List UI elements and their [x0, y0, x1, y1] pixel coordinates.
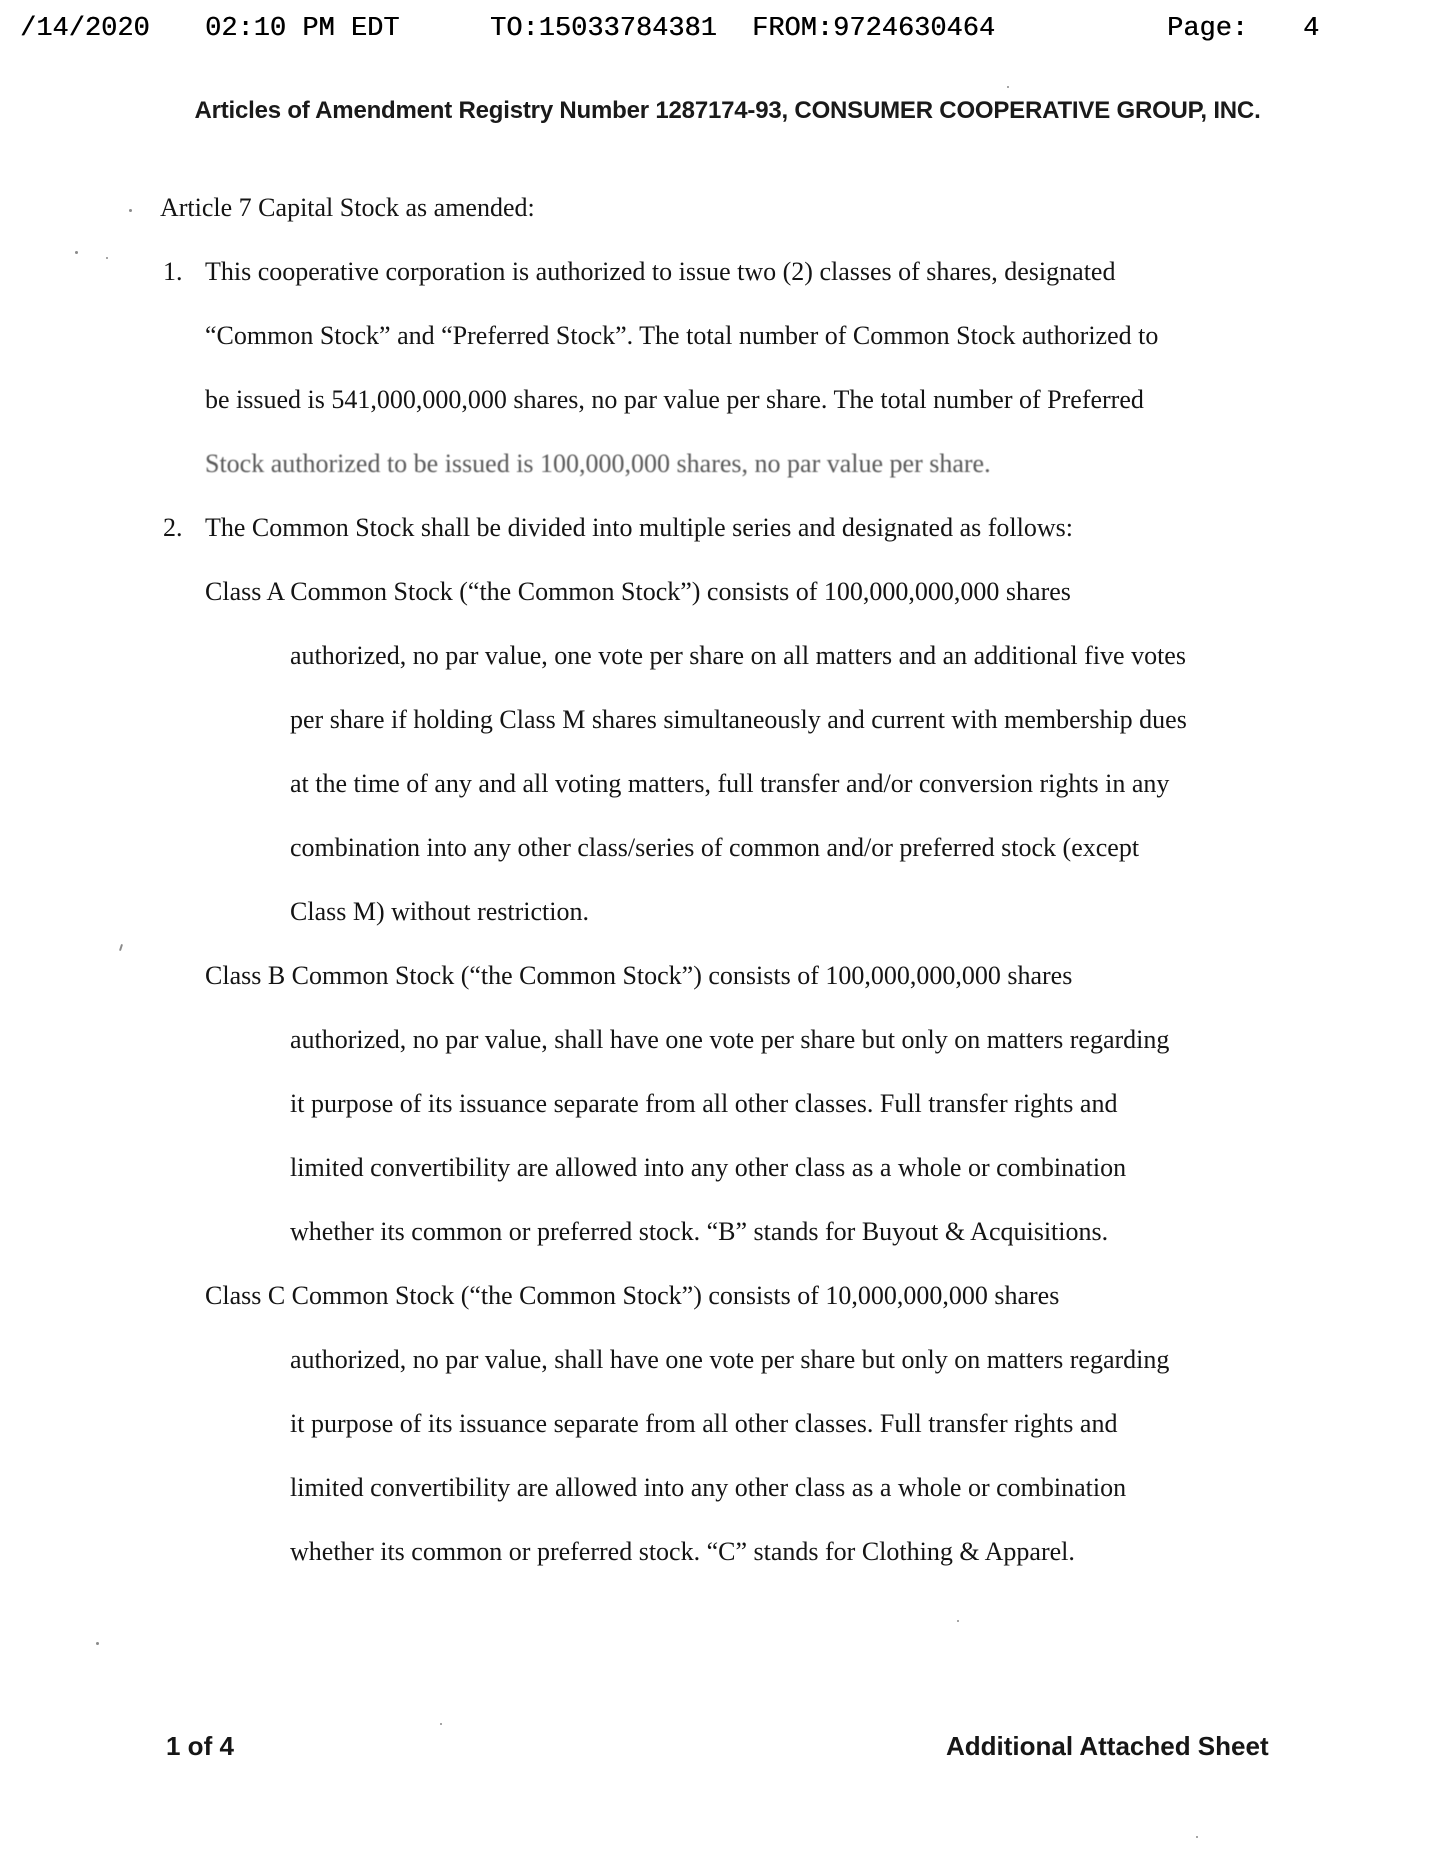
line-text: Class M) without restriction.: [290, 897, 589, 926]
document-line: [0, 1264, 1429, 1328]
document-line: [0, 944, 1429, 1008]
document-line: [0, 304, 1429, 368]
fax-date: /14/2020: [20, 14, 150, 44]
scan-speck: [96, 1642, 99, 1645]
document-line: [0, 1392, 1429, 1456]
document-line: [0, 432, 1429, 496]
document-line: [0, 880, 1429, 944]
document-line: [0, 1328, 1429, 1392]
scan-speck: [440, 1723, 442, 1725]
document-title: Articles of Amendment Registry Number 1287174-93, CONSUMER COOPERATIVE GROUP, INC.: [194, 97, 1261, 124]
scan-speck: [957, 1620, 959, 1622]
document-line: [0, 688, 1429, 752]
line-text: be issued is 541,000,000,000 shares, no par value per share. The total number of Preferred: [205, 385, 1144, 414]
scan-speck: [75, 251, 78, 254]
line-text: whether its common or preferred stock. “B” stands for Buyout & Acquisitions.: [290, 1217, 1109, 1246]
line-text: “Common Stock” and “Preferred Stock”. The total number of Common Stock authorized to: [205, 321, 1159, 350]
scan-speck: [129, 209, 132, 212]
line-text: The Common Stock shall be divided into multiple series and designated as follows:: [205, 513, 1073, 542]
document-line: [0, 560, 1429, 624]
document-line: [0, 1072, 1429, 1136]
fax-to-number: TO:15033784381: [490, 14, 717, 44]
document-line: [0, 1136, 1429, 1200]
page-indicator: 1 of 4: [166, 1731, 234, 1761]
document-line: [0, 240, 1429, 304]
document-line: [0, 1200, 1429, 1264]
document-line: [0, 1520, 1429, 1584]
document-line: [0, 496, 1429, 560]
line-text: Class A Common Stock (“the Common Stock”) consists of 100,000,000,000 shares: [205, 577, 1071, 606]
list-number: 2.: [163, 513, 183, 542]
line-text: authorized, no par value, shall have one vote per share but only on matters regarding: [290, 1345, 1170, 1374]
line-text: it purpose of its issuance separate from all other classes. Full transfer rights and: [290, 1089, 1118, 1118]
fax-from-number: FROM:9724630464: [752, 14, 996, 44]
fax-transmission-header: [0, 14, 1429, 52]
line-text: authorized, no par value, one vote per share on all matters and an additional five votes: [290, 641, 1186, 670]
fax-time: 02:10 PM EDT: [205, 14, 400, 44]
line-text: whether its common or preferred stock. “C” stands for Clothing & Apparel.: [290, 1537, 1075, 1566]
fax-page-label: Page:: [1167, 14, 1249, 44]
list-number: 1.: [163, 257, 183, 286]
document-line: [0, 176, 1429, 240]
line-text: per share if holding Class M shares simultaneously and current with membership dues: [290, 705, 1187, 734]
attachment-label: Additional Attached Sheet: [946, 1731, 1269, 1761]
line-text: it purpose of its issuance separate from all other classes. Full transfer rights and: [290, 1409, 1118, 1438]
document-line: [0, 368, 1429, 432]
line-text: Class C Common Stock (“the Common Stock”) consists of 10,000,000,000 shares: [205, 1281, 1060, 1310]
line-text: authorized, no par value, shall have one vote per share but only on matters regarding: [290, 1025, 1170, 1054]
document-line: [0, 624, 1429, 688]
line-text: Class B Common Stock (“the Common Stock”) consists of 100,000,000,000 shares: [205, 961, 1073, 990]
document-line: [0, 1008, 1429, 1072]
line-text: Stock authorized to be issued is 100,000,000 shares, no par value per share.: [205, 449, 991, 478]
scan-speck: [106, 257, 108, 259]
document-line: [0, 816, 1429, 880]
line-text: combination into any other class/series of common and/or preferred stock (except: [290, 833, 1140, 862]
scan-speck: [1196, 1836, 1198, 1838]
document-body: [0, 176, 1429, 1584]
line-text: limited convertibility are allowed into any other class as a whole or combination: [290, 1473, 1127, 1502]
line-text: limited convertibility are allowed into any other class as a whole or combination: [290, 1153, 1127, 1182]
line-text: This cooperative corporation is authorized to issue two (2) classes of shares, designated: [205, 257, 1116, 286]
document-line: [0, 1456, 1429, 1520]
scan-speck: [1007, 86, 1009, 88]
line-text: Article 7 Capital Stock as amended:: [160, 193, 535, 222]
line-text: at the time of any and all voting matters, full transfer and/or conversion rights in any: [290, 769, 1170, 798]
fax-page-number: 4: [1303, 14, 1320, 44]
document-line: [0, 752, 1429, 816]
